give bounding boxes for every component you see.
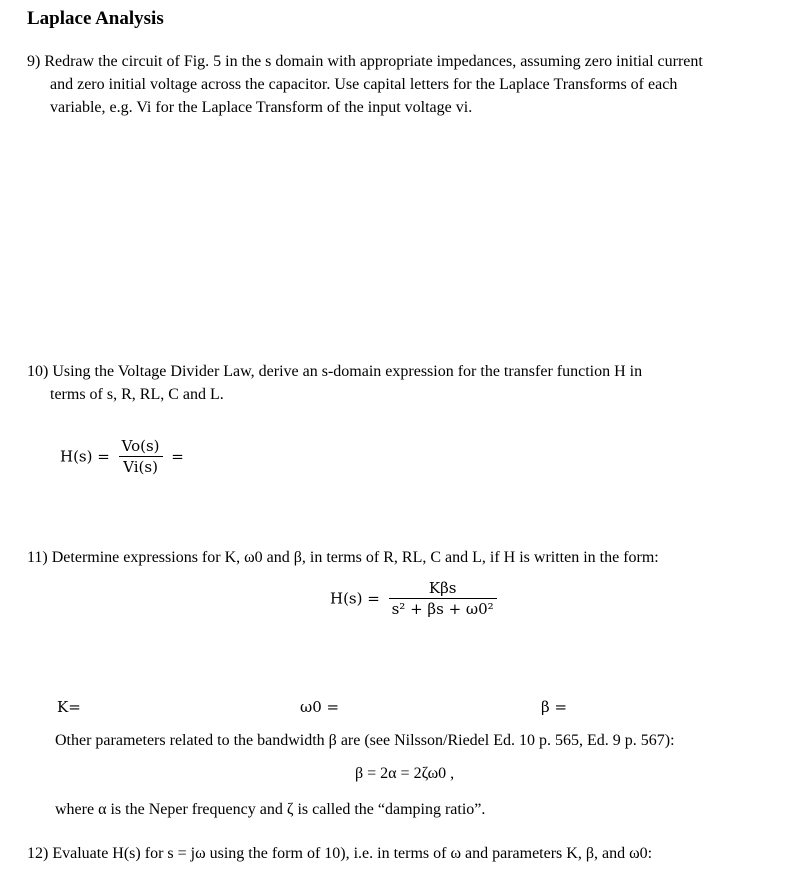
- q10-eq-rhs: =: [171, 447, 184, 466]
- beta-label: β =: [541, 698, 568, 716]
- where-line: where α is the Neper frequency and ζ is called the “damping ratio”.: [55, 801, 486, 818]
- q10-eq-numerator: Vo(s): [119, 436, 163, 457]
- q11-eq-lhs: H(s) =: [330, 589, 380, 608]
- q10-equation: [60, 436, 184, 477]
- q9-line-1: 9) Redraw the circuit of Fig. 5 in the s domain with appropriate impedances, assuming zero initial current: [27, 53, 703, 70]
- k-label: K=: [57, 698, 81, 716]
- other-params-line: Other parameters related to the bandwidth β are (see Nilsson/Riedel Ed. 10 p. 565, Ed. 9 p. 567):: [55, 732, 675, 749]
- q11-eq-denominator: s² + βs + ω0²: [391, 600, 494, 618]
- q10-eq-fraction: [119, 436, 163, 477]
- q11-eq-fraction: [389, 578, 497, 619]
- q10-line-2: terms of s, R, RL, C and L.: [50, 386, 224, 403]
- q10-line-1: 10) Using the Voltage Divider Law, derive an s-domain expression for the transfer function H in: [27, 363, 643, 380]
- q12-line-1: 12) Evaluate H(s) for s = jω using the form of 10), i.e. in terms of ω and parameters K, β, and ω0:: [27, 845, 653, 862]
- q9-line-2: and zero initial voltage across the capacitor. Use capital letters for the Laplace Transforms of each: [50, 76, 678, 93]
- q9-line-3: variable, e.g. Vi for the Laplace Transform of the input voltage vi.: [50, 99, 473, 116]
- page-title: Laplace Analysis: [27, 8, 164, 29]
- q10-eq-denominator: Vi(s): [123, 458, 158, 476]
- beta-equation: β = 2α = 2ζω0 ,: [355, 765, 455, 782]
- omega0-label: ω0 =: [300, 698, 340, 716]
- q11-line-1: 11) Determine expressions for K, ω0 and β, in terms of R, RL, C and L, if H is written in the form:: [27, 549, 659, 566]
- q10-eq-lhs: H(s) =: [60, 447, 110, 466]
- q11-equation: [330, 578, 501, 619]
- q11-eq-numerator: Kβs: [389, 578, 497, 599]
